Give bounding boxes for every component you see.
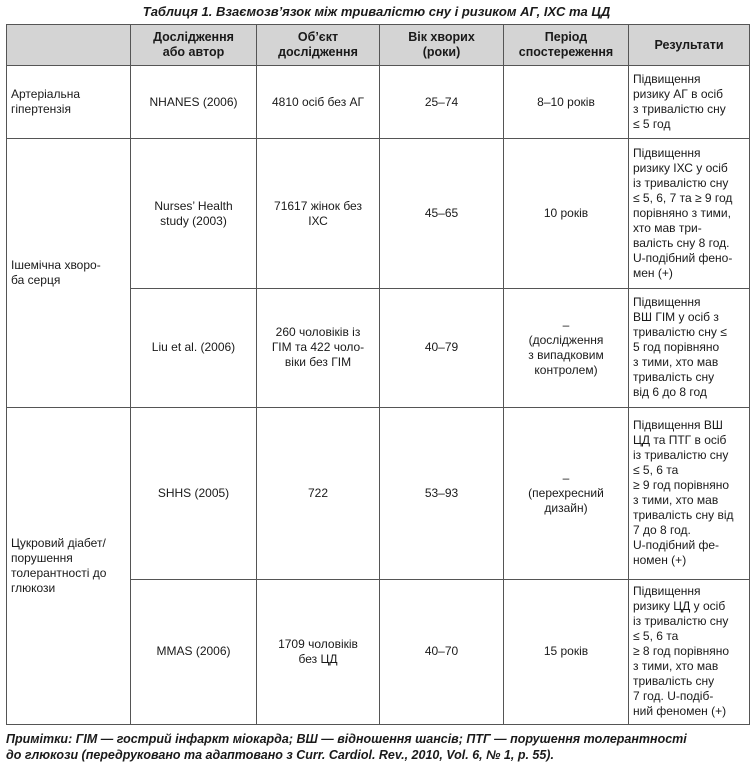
object-cell: 4810 осіб без АГ <box>257 66 380 139</box>
table-row <box>7 66 750 139</box>
category-cell: Артеріальна гіпертензія <box>7 66 131 139</box>
period-cell: – (перехресний дизайн) <box>504 407 629 579</box>
age-cell: 40–70 <box>380 579 504 724</box>
header-age: Вік хворих (роки) <box>380 25 504 66</box>
object-cell: 260 чоловіків із ГІМ та 422 чоло- віки без ГІМ <box>257 289 380 407</box>
age-cell: 25–74 <box>380 66 504 139</box>
table-row <box>7 407 750 579</box>
results-cell: Підвищення ризику ІХС у осіб із тривалістю сну ≤ 5, 6, 7 та ≥ 9 год порівняно з тими, хто мав три- валість сну 8 год. U-подібний фено- мен (+) <box>629 139 750 289</box>
category-cell: Цукровий діабет/ порушення толерантності до глюкози <box>7 407 131 725</box>
period-cell: 8–10 років <box>504 66 629 139</box>
study-cell: MMAS (2006) <box>131 579 257 724</box>
results-cell: Підвищення ризику ЦД у осіб із тривалістю сну ≤ 5, 6 та ≥ 8 год порівняно з тими, хто мав тривалість сну 7 год. U-подіб- ний феномен (+) <box>629 579 750 724</box>
study-cell: Liu et al. (2006) <box>131 289 257 407</box>
header-object: Об’єкт дослідження <box>257 25 380 66</box>
period-cell: 15 років <box>504 579 629 724</box>
period-cell: 10 років <box>504 139 629 289</box>
age-cell: 40–79 <box>380 289 504 407</box>
object-cell: 722 <box>257 407 380 579</box>
study-cell: NHANES (2006) <box>131 66 257 139</box>
header-results: Результати <box>629 25 750 66</box>
period-cell: – (дослідження з випадковим контролем) <box>504 289 629 407</box>
object-cell: 71617 жінок без ІХС <box>257 139 380 289</box>
object-cell: 1709 чоловіків без ЦД <box>257 579 380 724</box>
header-category <box>7 25 131 66</box>
age-cell: 53–93 <box>380 407 504 579</box>
study-cell: SHHS (2005) <box>131 407 257 579</box>
header-study: Дослідження або автор <box>131 25 257 66</box>
category-cell: Ішемічна хворо- ба серця <box>7 139 131 407</box>
table-row <box>7 139 750 289</box>
age-cell: 45–65 <box>380 139 504 289</box>
results-cell: Підвищення ризику АГ в осіб з тривалістю сну ≤ 5 год <box>629 66 750 139</box>
header-period: Період спостереження <box>504 25 629 66</box>
table-caption: Таблиця 1. Взаємозв’язок між тривалістю сну і ризиком АГ, ІХС та ЦД <box>142 4 611 19</box>
results-cell: Підвищення ВШ ЦД та ПТГ в осіб із тривалістю сну ≤ 5, 6 та ≥ 9 год порівняно з тими, хто мав тривалість сну від 7 до 8 год. U-подібний фе- номен (+) <box>629 407 750 579</box>
note-line: Примітки: ГІМ — гострий інфаркт міокарда; ВШ — відношення шансів; ПТГ — порушення толерантності <box>6 732 687 746</box>
study-cell: Nurses’ Health study (2003) <box>131 139 257 289</box>
results-cell: Підвищення ВШ ГІМ у осіб з тривалістю сну ≤ 5 год порівняно з тими, хто мав тривалість сну від 6 до 8 год <box>629 289 750 407</box>
table-notes <box>6 731 751 763</box>
note-line: до глюкози (передруковано та адаптовано з Curr. Cardiol. Rev., 2010, Vol. 6, № 1, p. 55). <box>6 748 554 762</box>
header-row <box>7 25 750 66</box>
sleep-risk-table <box>6 24 750 725</box>
table-body <box>7 66 750 725</box>
